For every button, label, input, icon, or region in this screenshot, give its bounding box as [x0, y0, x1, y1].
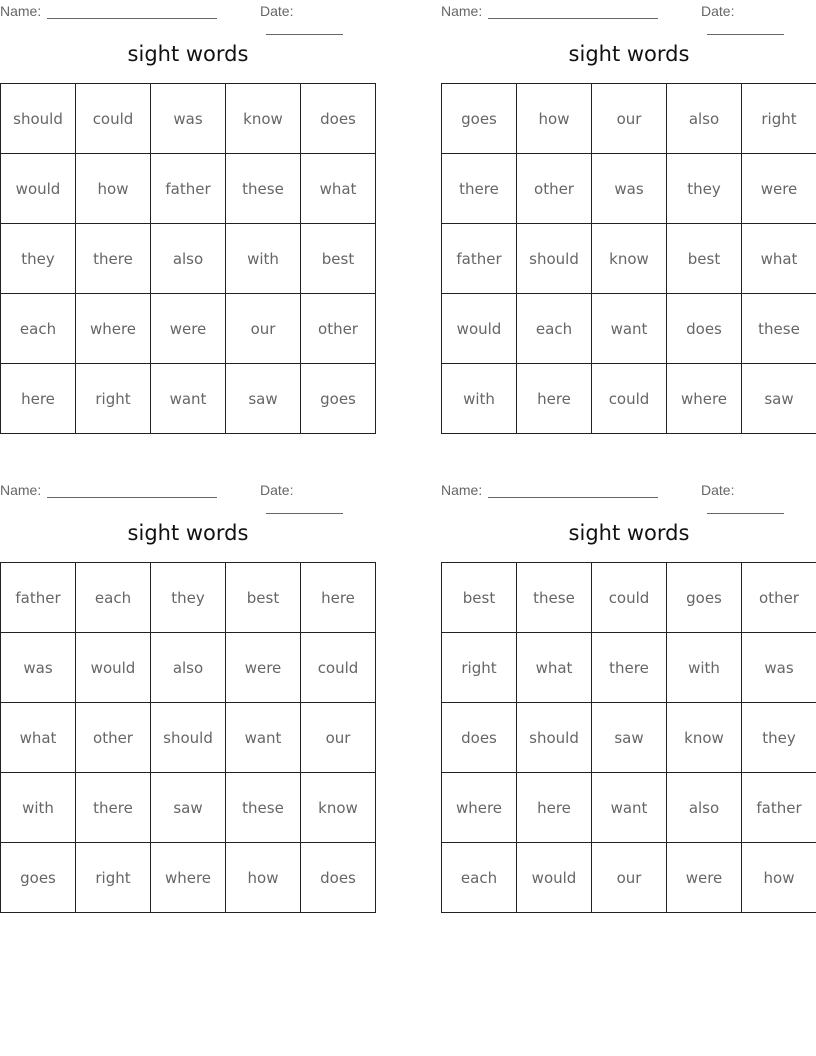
- word-cell: best: [301, 224, 376, 294]
- word-cell: could: [76, 84, 151, 154]
- word-cell: does: [667, 294, 742, 364]
- word-cell: saw: [151, 773, 226, 843]
- word-cell: there: [442, 154, 517, 224]
- name-blank-line: [488, 483, 658, 498]
- worksheet-title: sight words: [127, 42, 249, 66]
- word-cell: they: [742, 703, 816, 773]
- word-cell: right: [76, 843, 151, 913]
- word-cell: should: [151, 703, 226, 773]
- word-cell: other: [76, 703, 151, 773]
- bingo-worksheet: [0, 479, 376, 887]
- word-cell: what: [517, 633, 592, 703]
- name-blank-line: [47, 483, 217, 498]
- name-field: [0, 482, 217, 498]
- word-cell: what: [742, 224, 816, 294]
- date-label: Date:: [701, 482, 735, 498]
- date-blank-line: [266, 20, 343, 35]
- word-cell: would: [517, 843, 592, 913]
- word-cell: where: [667, 364, 742, 434]
- date-field: [260, 482, 376, 514]
- name-date-header: [441, 0, 816, 22]
- word-grid: [0, 83, 376, 434]
- grid-row: [1, 563, 376, 633]
- word-cell: with: [667, 633, 742, 703]
- word-cell: best: [226, 563, 301, 633]
- grid-row: [1, 843, 376, 913]
- word-cell: should: [517, 224, 592, 294]
- word-cell: goes: [1, 843, 76, 913]
- name-date-header: [441, 479, 816, 501]
- name-field: [441, 3, 658, 19]
- word-cell: what: [301, 154, 376, 224]
- word-cell: other: [301, 294, 376, 364]
- grid-row: [1, 633, 376, 703]
- date-field: [701, 482, 816, 514]
- grid-row: [442, 563, 816, 633]
- word-cell: they: [667, 154, 742, 224]
- word-cell: was: [1, 633, 76, 703]
- word-cell: goes: [301, 364, 376, 434]
- word-cell: could: [592, 563, 667, 633]
- grid-row: [442, 224, 816, 294]
- word-cell: each: [517, 294, 592, 364]
- word-cell: here: [1, 364, 76, 434]
- word-cell: what: [1, 703, 76, 773]
- word-cell: know: [667, 703, 742, 773]
- word-cell: also: [667, 773, 742, 843]
- word-cell: with: [1, 773, 76, 843]
- word-cell: each: [442, 843, 517, 913]
- word-cell: these: [226, 773, 301, 843]
- word-cell: were: [742, 154, 816, 224]
- word-cell: should: [1, 84, 76, 154]
- word-cell: goes: [667, 563, 742, 633]
- word-cell: saw: [226, 364, 301, 434]
- word-cell: best: [442, 563, 517, 633]
- word-cell: how: [76, 154, 151, 224]
- word-cell: here: [301, 563, 376, 633]
- word-cell: how: [226, 843, 301, 913]
- word-cell: where: [76, 294, 151, 364]
- word-cell: know: [226, 84, 301, 154]
- word-cell: also: [151, 224, 226, 294]
- grid-row: [442, 843, 816, 913]
- word-cell: with: [226, 224, 301, 294]
- word-cell: right: [76, 364, 151, 434]
- name-date-header: [0, 479, 376, 501]
- grid-row: [442, 154, 816, 224]
- word-cell: these: [226, 154, 301, 224]
- date-blank-line: [707, 20, 784, 35]
- word-cell: saw: [592, 703, 667, 773]
- word-cell: does: [301, 843, 376, 913]
- word-cell: could: [301, 633, 376, 703]
- word-cell: each: [1, 294, 76, 364]
- word-cell: would: [76, 633, 151, 703]
- name-field: [0, 3, 217, 19]
- word-cell: was: [592, 154, 667, 224]
- word-cell: does: [301, 84, 376, 154]
- word-cell: goes: [442, 84, 517, 154]
- word-cell: right: [742, 84, 816, 154]
- word-cell: were: [151, 294, 226, 364]
- word-cell: right: [442, 633, 517, 703]
- date-blank-line: [266, 499, 343, 514]
- word-cell: these: [742, 294, 816, 364]
- word-cell: want: [592, 294, 667, 364]
- word-cell: our: [226, 294, 301, 364]
- grid-row: [442, 773, 816, 843]
- grid-row: [442, 633, 816, 703]
- worksheet-title: sight words: [568, 42, 690, 66]
- word-cell: other: [517, 154, 592, 224]
- word-cell: also: [151, 633, 226, 703]
- name-label: Name:: [0, 482, 42, 498]
- word-cell: know: [301, 773, 376, 843]
- name-date-header: [0, 0, 376, 22]
- word-cell: want: [226, 703, 301, 773]
- grid-row: [442, 294, 816, 364]
- word-cell: could: [592, 364, 667, 434]
- name-blank-line: [47, 4, 217, 19]
- worksheet-title: sight words: [127, 521, 249, 545]
- grid-row: [1, 364, 376, 434]
- name-label: Name:: [441, 3, 483, 19]
- word-cell: would: [1, 154, 76, 224]
- grid-row: [1, 294, 376, 364]
- word-cell: there: [76, 773, 151, 843]
- grid-row: [1, 224, 376, 294]
- word-cell: our: [592, 843, 667, 913]
- word-cell: want: [151, 364, 226, 434]
- word-cell: know: [592, 224, 667, 294]
- word-cell: want: [592, 773, 667, 843]
- word-cell: here: [517, 773, 592, 843]
- name-label: Name:: [0, 3, 42, 19]
- grid-row: [1, 703, 376, 773]
- word-cell: they: [1, 224, 76, 294]
- date-label: Date:: [260, 482, 294, 498]
- word-grid: [441, 562, 816, 913]
- word-cell: father: [442, 224, 517, 294]
- word-cell: should: [517, 703, 592, 773]
- date-label: Date:: [260, 3, 294, 19]
- grid-row: [1, 773, 376, 843]
- word-cell: would: [442, 294, 517, 364]
- word-cell: father: [1, 563, 76, 633]
- word-cell: was: [742, 633, 816, 703]
- name-blank-line: [488, 4, 658, 19]
- word-cell: saw: [742, 364, 816, 434]
- name-field: [441, 482, 658, 498]
- date-field: [260, 3, 376, 35]
- bingo-worksheet: [441, 479, 816, 887]
- word-cell: here: [517, 364, 592, 434]
- word-cell: does: [442, 703, 517, 773]
- word-cell: was: [151, 84, 226, 154]
- worksheet-title: sight words: [568, 521, 690, 545]
- grid-row: [442, 703, 816, 773]
- date-field: [701, 3, 816, 35]
- word-cell: they: [151, 563, 226, 633]
- grid-row: [1, 84, 376, 154]
- word-cell: there: [592, 633, 667, 703]
- word-cell: with: [442, 364, 517, 434]
- word-cell: father: [151, 154, 226, 224]
- word-cell: how: [742, 843, 816, 913]
- word-cell: were: [667, 843, 742, 913]
- word-cell: there: [76, 224, 151, 294]
- word-cell: where: [442, 773, 517, 843]
- date-label: Date:: [701, 3, 735, 19]
- word-cell: each: [76, 563, 151, 633]
- name-label: Name:: [441, 482, 483, 498]
- word-cell: how: [517, 84, 592, 154]
- word-cell: our: [592, 84, 667, 154]
- word-cell: other: [742, 563, 816, 633]
- bingo-worksheet: [441, 0, 816, 408]
- grid-row: [442, 364, 816, 434]
- word-grid: [441, 83, 816, 434]
- word-grid: [0, 562, 376, 913]
- word-cell: father: [742, 773, 816, 843]
- grid-row: [1, 154, 376, 224]
- word-cell: were: [226, 633, 301, 703]
- word-cell: these: [517, 563, 592, 633]
- word-cell: where: [151, 843, 226, 913]
- grid-row: [442, 84, 816, 154]
- word-cell: best: [667, 224, 742, 294]
- word-cell: also: [667, 84, 742, 154]
- bingo-worksheet: [0, 0, 376, 408]
- word-cell: our: [301, 703, 376, 773]
- date-blank-line: [707, 499, 784, 514]
